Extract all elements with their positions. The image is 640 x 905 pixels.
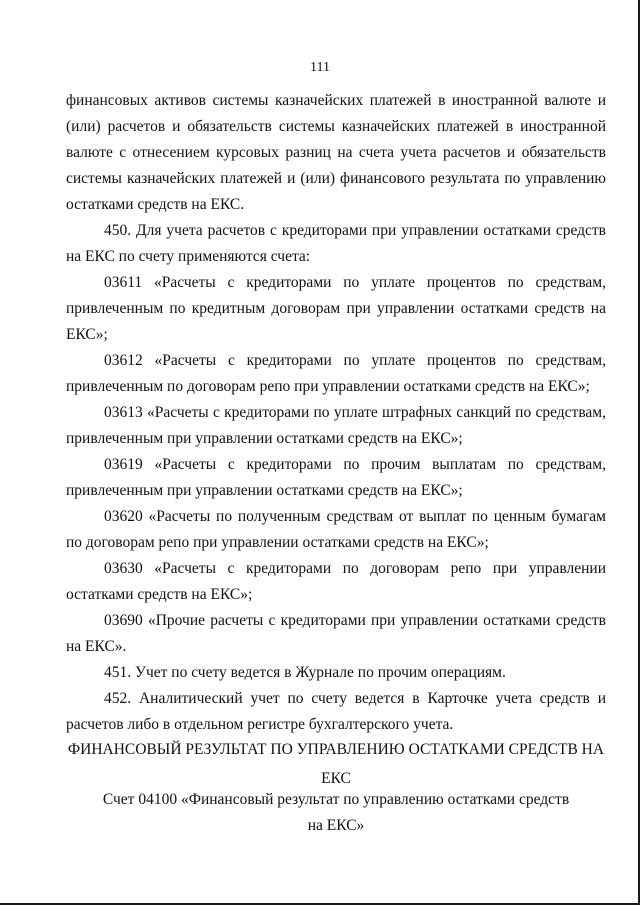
account-item-03613: 03613 «Расчеты с кредиторами по уплате штрафных санкций по средствам, привлеченным при управлении остатками средств на ЕКС»; [66, 404, 606, 447]
account-item-03690: 03690 «Прочие расчеты с кредиторами при управлении остатками средств на ЕКС». [66, 612, 606, 655]
account-title: Счет 04100 «Финансовый результат по управлению остатками средств на ЕКС» [102, 791, 570, 834]
page-number: 111 [310, 60, 330, 75]
account-item-03630: 03630 «Расчеты с кредиторами по договорам репо при управлении остатками средств на ЕКС»; [66, 560, 606, 603]
paragraph-450: 450. Для учета расчетов с кредиторами при управлении остатками средств на ЕКС по счету применяются счета: [66, 222, 606, 265]
document-body [66, 88, 606, 738]
paragraph-452: 452. Аналитический учет по счету ведется в Карточке учета средств и расчетов либо в отдельном регистре бухгалтерского учета. [66, 690, 606, 733]
account-item-03612: 03612 «Расчеты с кредиторами по уплате процентов по средствам, привлеченным по договорам репо при управлении остатками средств на ЕКС»; [66, 352, 606, 395]
account-item-03611: 03611 «Расчеты с кредиторами по уплате процентов по средствам, привлеченным по кредитным договорам при управлении остатками средств на ЕКС»; [66, 274, 606, 343]
section-heading: ФИНАНСОВЫЙ РЕЗУЛЬТАТ ПО УПРАВЛЕНИЮ ОСТАТКАМИ СРЕДСТВ НА ЕКС [67, 741, 605, 787]
account-item-03619: 03619 «Расчеты с кредиторами по прочим выплатам по средствам, привлеченным при управлении остатками средств на ЕКС»; [66, 456, 606, 499]
account-item-03620: 03620 «Расчеты по полученным средствам от выплат по ценным бумагам по договорам репо при управлении остатками средств на ЕКС»; [66, 508, 606, 551]
paragraph-451: 451. Учет по счету ведется в Журнале по прочим операциям. [104, 664, 506, 681]
paragraph-continuation: финансовых активов системы казначейских платежей в иностранной валюте и (или) расчетов и обязательств системы казначейских платежей в иностранной валюте с отнесением курсовых разниц на счета учета расчетов и обязательств системы казначейских платежей и (или) финансового результата по управлению остатками средств на ЕКС. [66, 92, 606, 213]
